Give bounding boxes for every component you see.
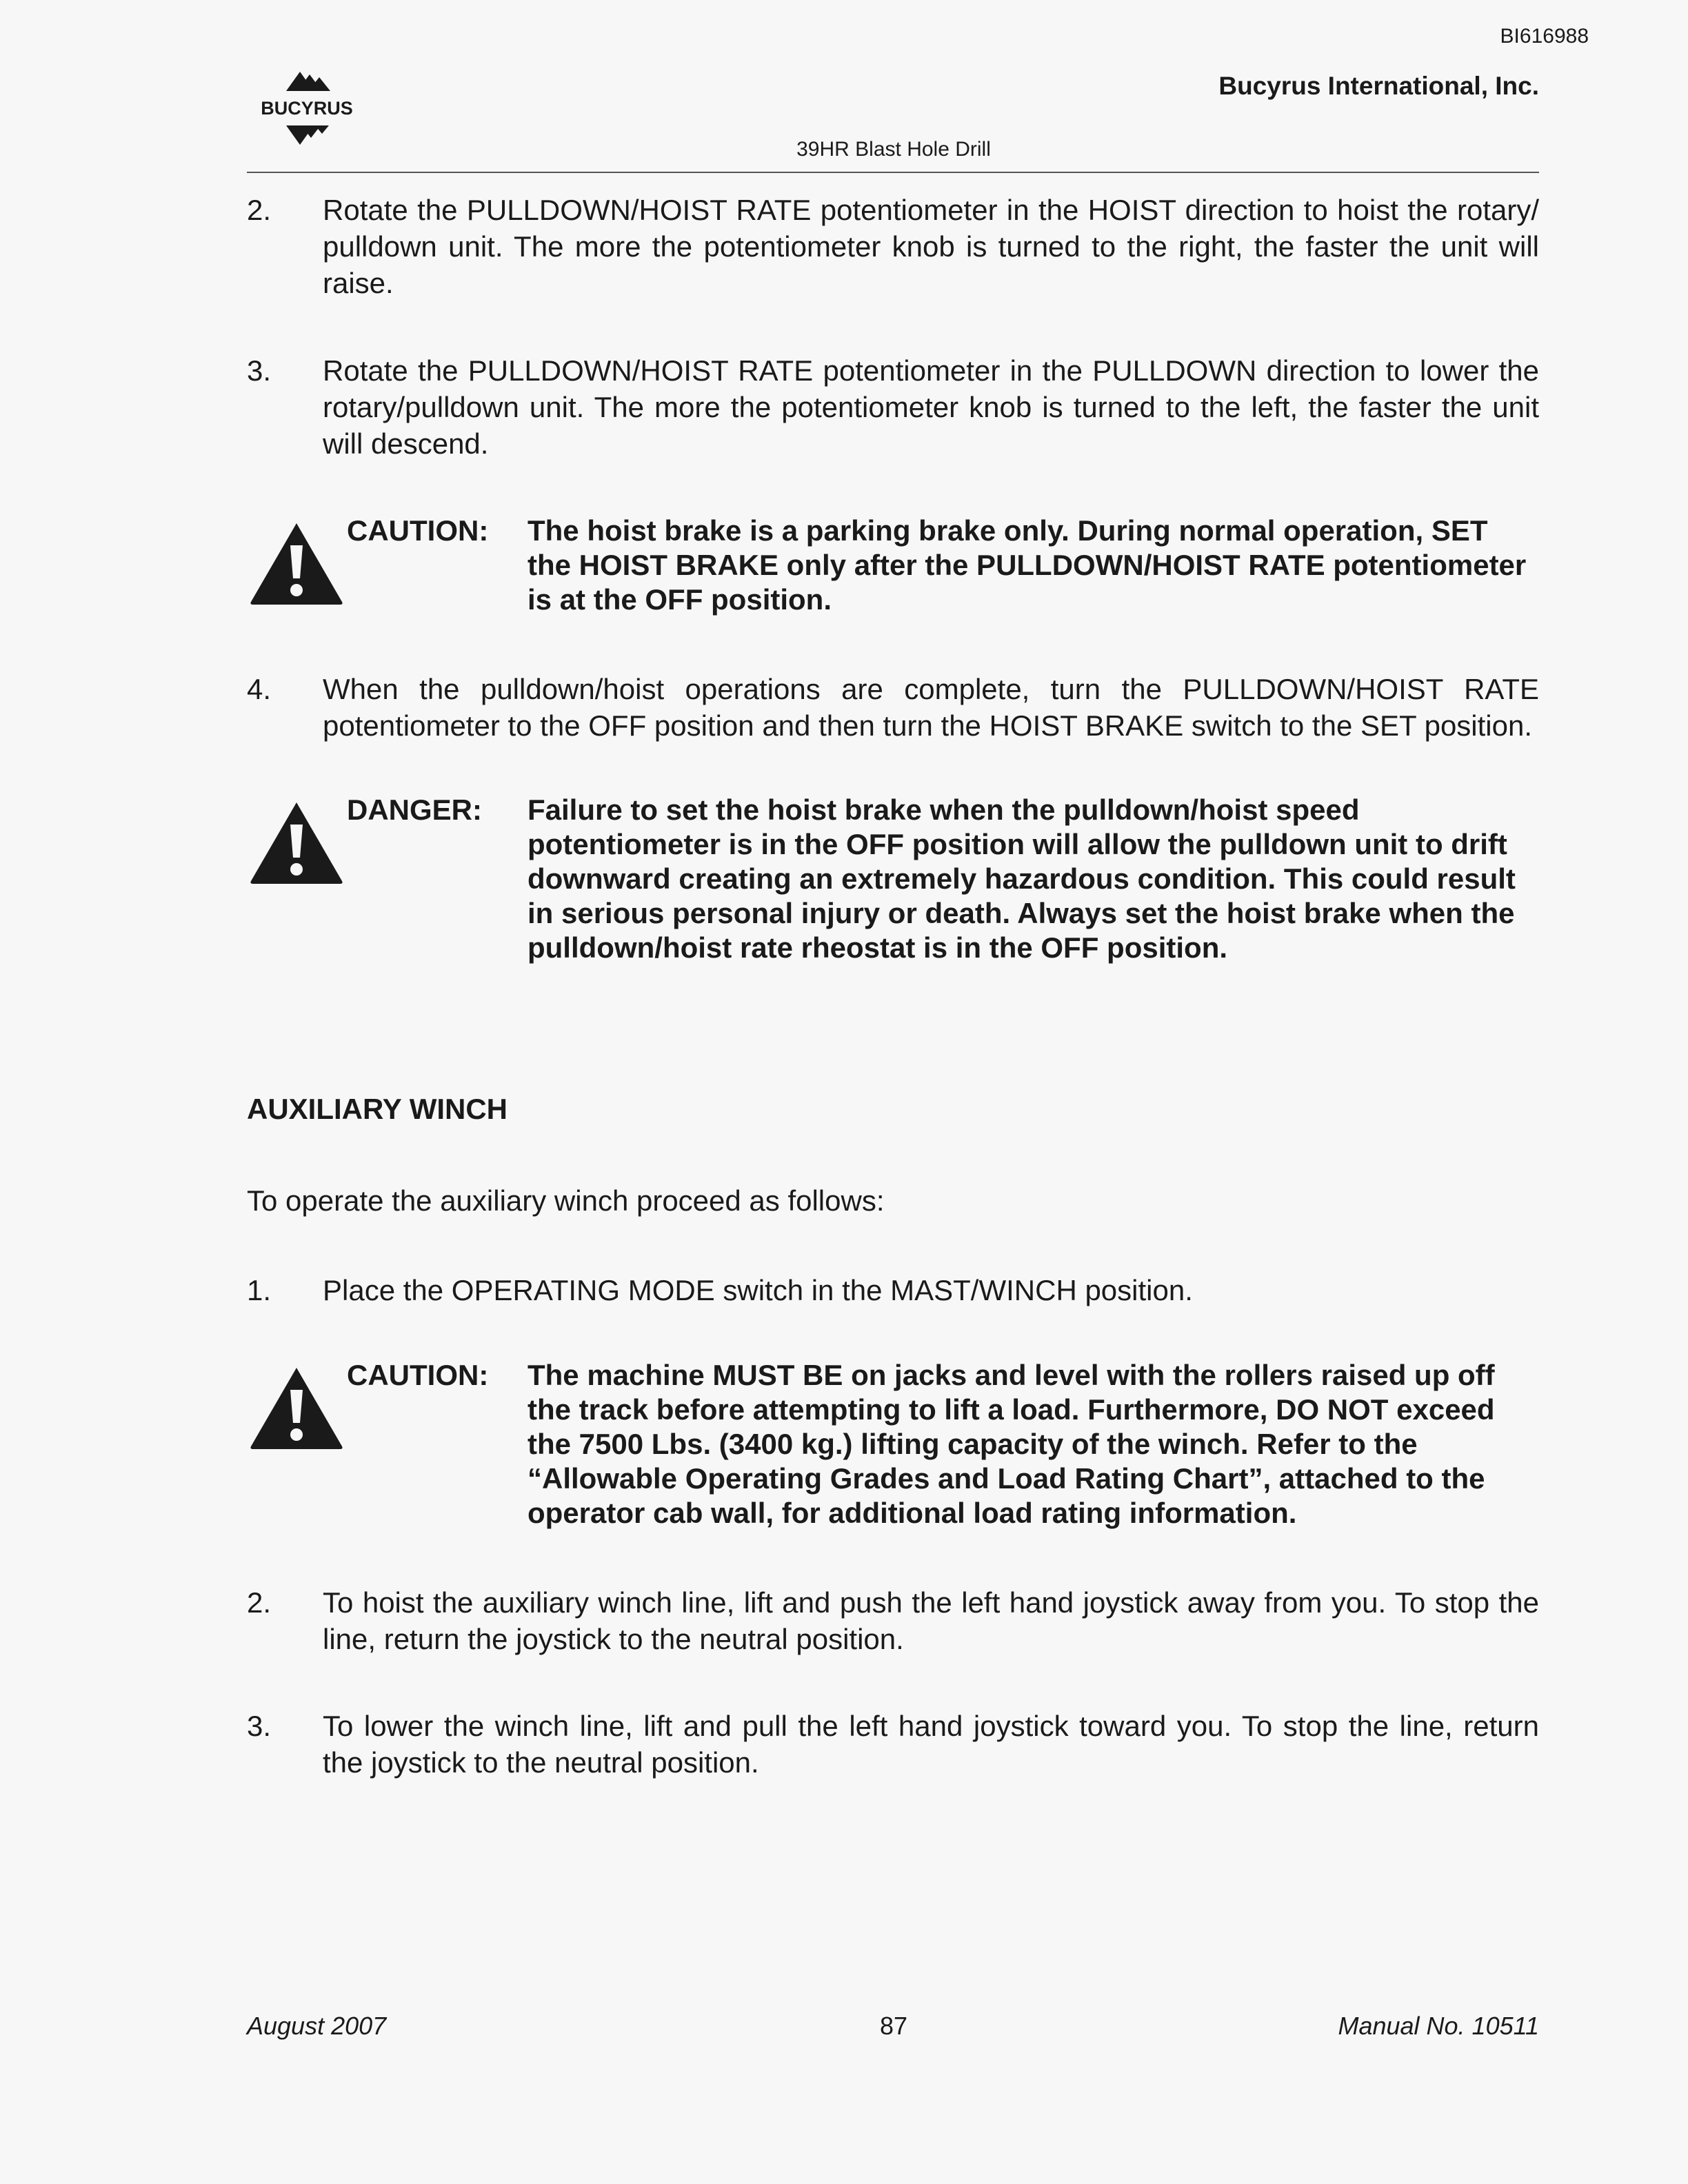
svg-text:BUCYRUS: BUCYRUS [261,98,353,119]
section-intro: To operate the auxiliary winch proceed as follows: [247,1184,885,1217]
company-name: Bucyrus International, Inc. [1218,72,1539,100]
page-number: 87 [879,2012,908,2040]
header-rule [247,172,1539,173]
step-item [247,1584,1539,1657]
step-text: To hoist the auxiliary winch line, lift and push the left hand joystick away from you. To stop the line, return the joystick to the neutral position. [323,1586,1539,1655]
step-item [247,352,1539,462]
step-number: 3. [247,354,272,387]
manual-number: Manual No. 10511 [1338,2012,1539,2040]
document-id: BI616988 [1500,25,1589,48]
step-text: Place the OPERATING MODE switch in the MAST/WINCH position. [323,1274,1193,1306]
step-item [247,192,1539,301]
caution-text: The hoist brake is a parking brake only. During normal operation, SET the HOIST BRAKE only after the PULLDOWN/HOIST RATE potentiometer is at the OFF position. [528,514,1527,616]
footer-date: August 2007 [247,2012,387,2040]
step-text: Rotate the PULLDOWN/HOIST RATE potentiometer in the PULLDOWN direction to lower the rotary/pulldown unit. The more the potentiometer knob is turned to the left, the faster the unit will descend. [323,354,1539,460]
step-number: 4. [247,673,272,705]
warning-icon [248,800,345,885]
caution-block [247,1358,1539,1530]
warning-icon [248,1365,345,1450]
danger-text: Failure to set the hoist brake when the pulldown/hoist speed potentiometer is in the OFF position will allow the pulldown unit to drift downward creating an extremely hazardous condition. This could result in serious personal injury or death. Always set the hoist brake when the pulldown/hoist rate rheostat is in the OFF position. [528,793,1516,964]
document-title: 39HR Blast Hole Drill [796,138,991,161]
step-number: 2. [247,194,272,226]
caution-label: CAUTION: [347,1359,489,1391]
step-text: When the pulldown/hoist operations are complete, turn the PULLDOWN/HOIST RATE potentiometer to the OFF position and then turn the HOIST BRAKE switch to the SET position. [323,673,1539,742]
step-item [247,1272,1539,1308]
step-number: 3. [247,1710,272,1742]
step-item [247,671,1539,744]
bucyrus-logo [245,69,369,148]
warning-icon [248,520,345,606]
danger-block [247,793,1539,965]
step-number: 1. [247,1274,272,1306]
section-heading: AUXILIARY WINCH [247,1093,508,1125]
step-item [247,1708,1539,1781]
danger-label: DANGER: [347,793,482,826]
caution-block [247,514,1539,617]
caution-text: The machine MUST BE on jacks and level with the rollers raised up off the track before attempting to lift a load. Furthermore, DO NOT exceed the 7500 Lbs. (3400 kg.) lifting capacity of the winch. Refer to the “Allowable Operating Grades and Load Rating Chart”, attached to the operator cab wall, for additional load rating information. [528,1359,1495,1529]
step-number: 2. [247,1586,272,1619]
caution-label: CAUTION: [347,514,489,547]
step-text: To lower the winch line, lift and pull the left hand joystick toward you. To stop the line, return the joystick to the neutral position. [323,1710,1539,1779]
step-text: Rotate the PULLDOWN/HOIST RATE potentiometer in the HOIST direction to hoist the rotary/ pulldown unit. The more the potentiometer knob is turned to the right, the faster the unit will raise. [323,194,1539,299]
